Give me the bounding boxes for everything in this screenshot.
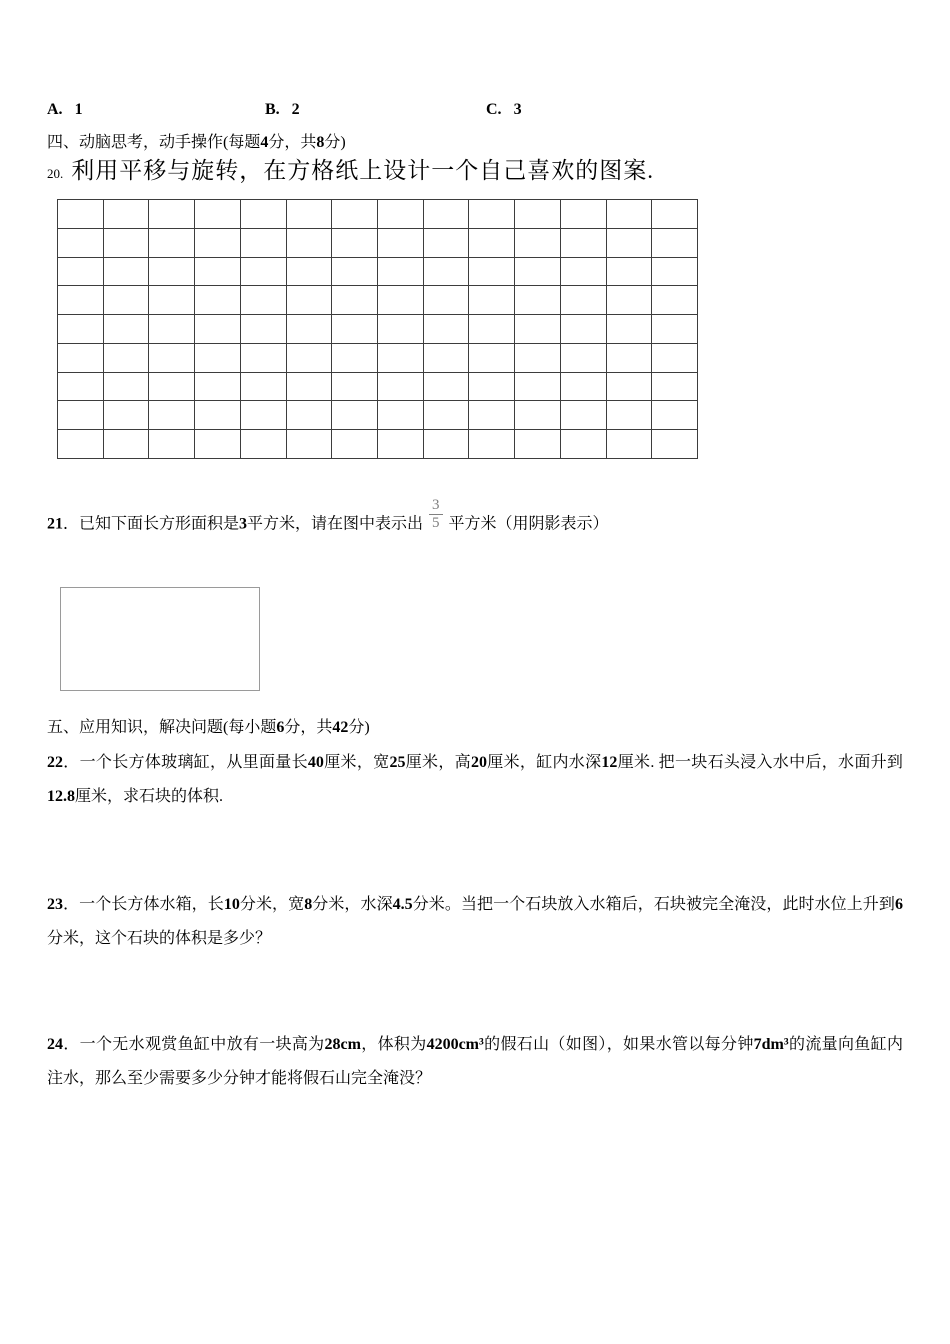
grid-cell bbox=[332, 200, 378, 229]
grid-cell bbox=[515, 200, 561, 229]
grid-cell bbox=[241, 373, 287, 402]
option-c-value: 3 bbox=[513, 101, 522, 118]
grid-cell bbox=[195, 286, 241, 315]
question-21-suffix: 平方米（用阴影表示） bbox=[448, 515, 609, 533]
grid-cell bbox=[287, 401, 333, 430]
grid-cell bbox=[58, 200, 104, 229]
grid-cell bbox=[195, 430, 241, 459]
grid-cell bbox=[287, 200, 333, 229]
grid-cell bbox=[607, 229, 653, 258]
grid-cell bbox=[515, 373, 561, 402]
grid-cell bbox=[104, 258, 150, 287]
grid-cell bbox=[287, 344, 333, 373]
grid-cell bbox=[561, 200, 607, 229]
question-21 bbox=[47, 497, 903, 543]
design-grid bbox=[57, 199, 698, 459]
grid-cell bbox=[469, 430, 515, 459]
grid-cell bbox=[378, 200, 424, 229]
grid-cell bbox=[195, 229, 241, 258]
grid-cell bbox=[424, 258, 470, 287]
question-21-prefix: 已知下面长方形面积是3平方米，请在图中表示出 bbox=[79, 515, 424, 533]
grid-cell bbox=[424, 286, 470, 315]
grid-cell bbox=[652, 401, 698, 430]
question-22: 22．一个长方体玻璃缸，从里面量长40厘米，宽25厘米，高20厘米，缸内水深12厘米. 把一块石头浸入水中后，水面升到12.8厘米，求石块的体积. bbox=[47, 753, 903, 805]
option-a-value: 1 bbox=[74, 101, 83, 118]
grid-cell bbox=[104, 401, 150, 430]
grid-cell bbox=[104, 286, 150, 315]
grid-cell bbox=[378, 430, 424, 459]
grid-cell bbox=[149, 401, 195, 430]
grid-cell bbox=[561, 315, 607, 344]
grid-cell bbox=[561, 344, 607, 373]
grid-cell bbox=[607, 200, 653, 229]
grid-cell bbox=[332, 344, 378, 373]
grid-cell bbox=[287, 315, 333, 344]
grid-cell bbox=[652, 286, 698, 315]
grid-cell bbox=[149, 373, 195, 402]
grid-cell bbox=[149, 344, 195, 373]
grid-cell bbox=[195, 258, 241, 287]
grid-cell bbox=[424, 373, 470, 402]
grid-cell bbox=[287, 430, 333, 459]
question-20-text: 利用平移与旋转，在方格纸上设计一个自己喜欢的图案. bbox=[71, 158, 654, 183]
option-b bbox=[265, 100, 486, 120]
grid-cell bbox=[378, 373, 424, 402]
grid-cell bbox=[424, 430, 470, 459]
question-24: 24．一个无水观赏鱼缸中放有一块高为28cm，体积为4200cm³的假石山（如图），如果水管以每分钟7dm³的流量向鱼缸内注水，那么至少需要多少分钟才能将假石山完全淹没？ bbox=[47, 1035, 903, 1087]
grid-cell bbox=[195, 344, 241, 373]
grid-cell bbox=[104, 229, 150, 258]
grid-cell bbox=[652, 200, 698, 229]
grid-cell bbox=[58, 430, 104, 459]
question-20-number: 20. bbox=[47, 166, 64, 181]
grid-cell bbox=[378, 315, 424, 344]
grid-cell bbox=[287, 373, 333, 402]
grid-cell bbox=[515, 401, 561, 430]
grid-cell bbox=[195, 315, 241, 344]
grid-cell bbox=[58, 286, 104, 315]
grid-cell bbox=[607, 430, 653, 459]
grid-cell bbox=[469, 344, 515, 373]
grid-cell bbox=[378, 401, 424, 430]
grid-cell bbox=[104, 315, 150, 344]
grid-cell bbox=[561, 258, 607, 287]
grid-cell bbox=[652, 258, 698, 287]
grid-cell bbox=[195, 401, 241, 430]
grid-cell bbox=[469, 286, 515, 315]
option-a bbox=[47, 100, 265, 120]
grid-cell bbox=[104, 373, 150, 402]
grid-cell bbox=[469, 401, 515, 430]
grid-cell bbox=[469, 229, 515, 258]
grid-cell bbox=[104, 344, 150, 373]
section-5-header: 五、应用知识，解决问题(每小题6分，共42分) bbox=[47, 718, 370, 736]
grid-cell bbox=[58, 229, 104, 258]
grid-cell bbox=[424, 200, 470, 229]
grid-cell bbox=[424, 401, 470, 430]
grid-cell bbox=[58, 373, 104, 402]
grid-cell bbox=[241, 286, 287, 315]
grid-cell bbox=[561, 286, 607, 315]
grid-cell bbox=[58, 401, 104, 430]
option-b-key: B. bbox=[265, 101, 280, 118]
grid-cell bbox=[607, 373, 653, 402]
grid-cell bbox=[469, 258, 515, 287]
grid-cell bbox=[332, 373, 378, 402]
grid-cell bbox=[607, 286, 653, 315]
rectangle-figure bbox=[60, 587, 260, 691]
grid-cell bbox=[241, 344, 287, 373]
grid-cell bbox=[515, 344, 561, 373]
grid-cell bbox=[241, 258, 287, 287]
grid-cell bbox=[149, 286, 195, 315]
grid-cell bbox=[515, 229, 561, 258]
grid-cell bbox=[332, 229, 378, 258]
option-b-value: 2 bbox=[291, 101, 300, 118]
grid-cell bbox=[378, 258, 424, 287]
grid-cell bbox=[104, 200, 150, 229]
grid-cell bbox=[241, 200, 287, 229]
grid-cell bbox=[607, 258, 653, 287]
grid-cell bbox=[241, 315, 287, 344]
grid-cell bbox=[195, 200, 241, 229]
grid-cell bbox=[652, 430, 698, 459]
grid-cell bbox=[561, 430, 607, 459]
grid-cell bbox=[469, 315, 515, 344]
grid-cell bbox=[149, 315, 195, 344]
grid-cell bbox=[607, 315, 653, 344]
grid-cell bbox=[378, 229, 424, 258]
grid-cell bbox=[149, 200, 195, 229]
grid-cell bbox=[58, 344, 104, 373]
grid-cell bbox=[515, 286, 561, 315]
grid-cell bbox=[58, 258, 104, 287]
question-21-number: 21． bbox=[47, 515, 80, 533]
grid-cell bbox=[332, 315, 378, 344]
grid-cell bbox=[561, 401, 607, 430]
fraction-three-fifths bbox=[429, 497, 443, 533]
grid-cell bbox=[332, 258, 378, 287]
grid-cell bbox=[424, 229, 470, 258]
grid-cell bbox=[287, 258, 333, 287]
grid-cell bbox=[424, 344, 470, 373]
grid-cell bbox=[515, 315, 561, 344]
option-c bbox=[486, 100, 522, 120]
grid-cell bbox=[652, 229, 698, 258]
fraction-denominator: 5 bbox=[432, 515, 440, 532]
grid-cell bbox=[469, 200, 515, 229]
grid-cell bbox=[241, 229, 287, 258]
grid-cell bbox=[332, 401, 378, 430]
grid-cell bbox=[652, 373, 698, 402]
grid-cell bbox=[424, 315, 470, 344]
answer-options-row bbox=[47, 100, 903, 120]
grid-cell bbox=[241, 430, 287, 459]
grid-cell bbox=[469, 373, 515, 402]
grid-cell bbox=[149, 229, 195, 258]
question-20 bbox=[47, 155, 903, 187]
grid-cell bbox=[607, 401, 653, 430]
fraction-numerator: 3 bbox=[429, 497, 443, 515]
grid-cell bbox=[195, 373, 241, 402]
grid-cell bbox=[652, 315, 698, 344]
grid-cell bbox=[149, 258, 195, 287]
option-a-key: A. bbox=[47, 101, 63, 118]
grid-cell bbox=[378, 286, 424, 315]
grid-cell bbox=[104, 430, 150, 459]
grid-cell bbox=[332, 430, 378, 459]
grid-cell bbox=[652, 344, 698, 373]
grid-cell bbox=[287, 229, 333, 258]
grid-cell bbox=[241, 401, 287, 430]
option-c-key: C. bbox=[486, 101, 502, 118]
grid-cell bbox=[515, 430, 561, 459]
grid-cell bbox=[561, 373, 607, 402]
grid-cell bbox=[332, 286, 378, 315]
grid-cell bbox=[607, 344, 653, 373]
section-4-header: 四、动脑思考，动手操作(每题4分，共8分) bbox=[47, 134, 346, 151]
grid-cell bbox=[378, 344, 424, 373]
question-23: 23．一个长方体水箱，长10分米，宽8分米，水深4.5分米。当把一个石块放入水箱后，石块被完全淹没，此时水位上升到6分米，这个石块的体积是多少？ bbox=[47, 895, 903, 947]
grid-cell bbox=[287, 286, 333, 315]
grid-cell bbox=[149, 430, 195, 459]
grid-cell bbox=[561, 229, 607, 258]
grid-cell bbox=[515, 258, 561, 287]
grid-cell bbox=[58, 315, 104, 344]
